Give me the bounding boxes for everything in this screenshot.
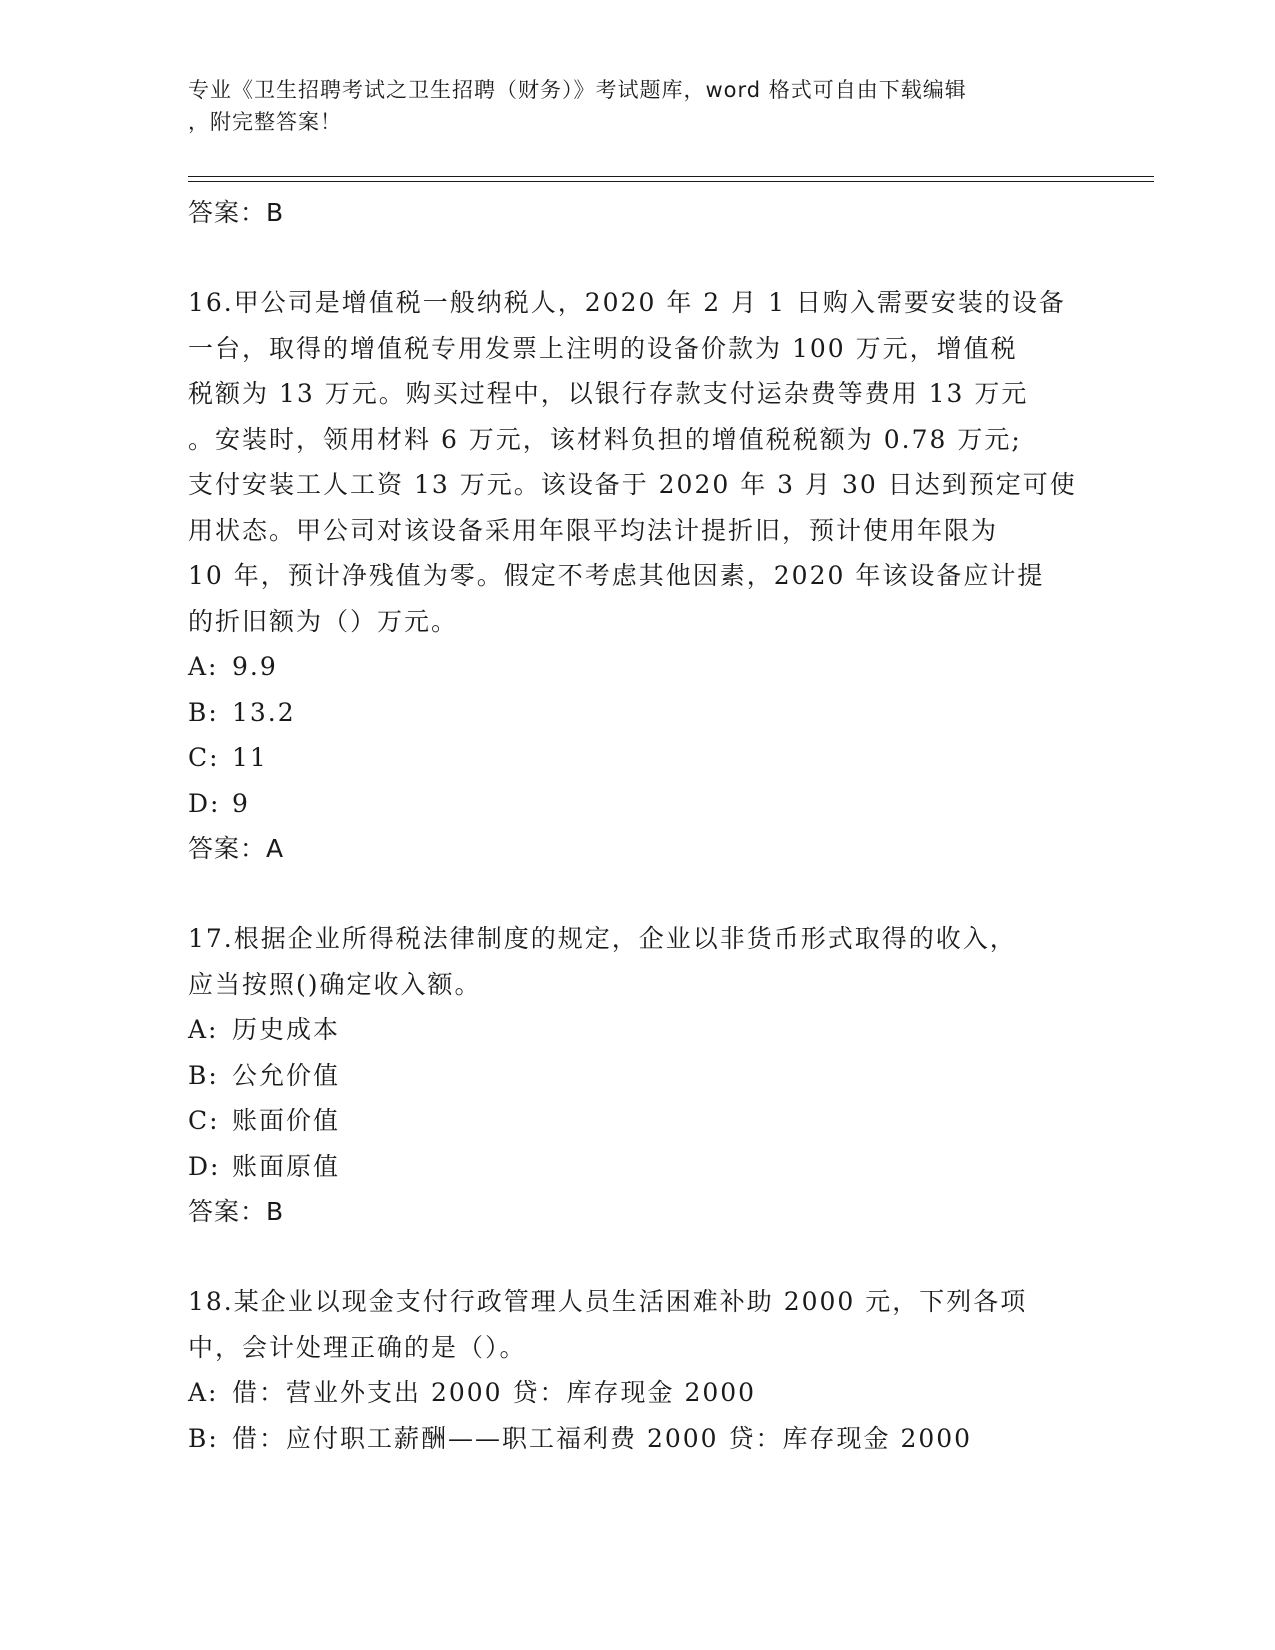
option-key: A: bbox=[188, 1015, 219, 1044]
option-key: C: bbox=[188, 743, 220, 772]
question-stem-line: 18.某企业以现金支付行政管理人员生活困难补助 2000 元，下列各项 bbox=[188, 1287, 1028, 1316]
option-text: 借：应付职工薪酬——职工福利费 2000 贷：库存现金 2000 bbox=[232, 1423, 973, 1453]
question-answer: 答案：A bbox=[188, 834, 285, 863]
header-rule-bottom bbox=[188, 181, 1154, 182]
question-stem-line: 应当按照()确定收入额。 bbox=[188, 969, 482, 999]
option-a bbox=[188, 1007, 1108, 1053]
question-stem-line: 的折旧额为（）万元。 bbox=[188, 606, 459, 636]
question-answer: 答案：B bbox=[188, 1197, 285, 1226]
option-a bbox=[188, 644, 1108, 690]
option-d bbox=[188, 781, 1108, 827]
option-b bbox=[188, 1053, 1108, 1099]
main-content bbox=[188, 190, 1108, 1461]
option-key: C: bbox=[188, 1106, 220, 1135]
question-stem-line: 。安装时，领用材料 6 万元，该材料负担的增值税税额为 0.78 万元; bbox=[188, 424, 1022, 454]
question-stem-line: 税额为 13 万元。购买过程中，以银行存款支付运杂费等费用 13 万元 bbox=[188, 379, 1029, 408]
option-text: 历史成本 bbox=[232, 1015, 341, 1044]
page-header bbox=[188, 74, 1088, 138]
option-a bbox=[188, 1370, 1108, 1416]
option-c bbox=[188, 1098, 1108, 1144]
header-line-2: ，附完整答案！ bbox=[188, 110, 342, 134]
option-text: 借：营业外支出 2000 贷：库存现金 2000 bbox=[232, 1378, 757, 1407]
question-16 bbox=[188, 280, 1108, 872]
question-18 bbox=[188, 1279, 1108, 1461]
previous-answer: 答案：B bbox=[188, 198, 285, 227]
option-text: 9.9 bbox=[232, 652, 278, 681]
header-line-1: 专业《卫生招聘考试之卫生招聘（财务）》考试题库，word 格式可自由下载编辑 bbox=[188, 78, 967, 102]
option-key: D: bbox=[188, 1151, 221, 1181]
question-stem-line: 17.根据企业所得税法律制度的规定，企业以非货币形式取得的收入， bbox=[188, 924, 1017, 953]
header-rule-top bbox=[188, 176, 1154, 177]
question-stem-line: 支付安装工人工资 13 万元。该设备于 2020 年 3 月 30 日达到预定可使 bbox=[188, 470, 1077, 499]
option-key: A: bbox=[188, 652, 219, 681]
option-text: 9 bbox=[232, 788, 250, 818]
option-b bbox=[188, 1416, 1108, 1462]
option-key: B: bbox=[188, 697, 219, 727]
option-key: A: bbox=[188, 1378, 219, 1407]
option-text: 账面价值 bbox=[232, 1106, 341, 1135]
option-text: 账面原值 bbox=[232, 1151, 341, 1181]
option-d bbox=[188, 1144, 1108, 1190]
question-stem-line: 一台，取得的增值税专用发票上注明的设备价款为 100 万元，增值税 bbox=[188, 333, 1018, 363]
question-stem-line: 10 年，预计净残值为零。假定不考虑其他因素，2020 年该设备应计提 bbox=[188, 561, 1045, 590]
option-text: 13.2 bbox=[232, 697, 296, 727]
option-c bbox=[188, 735, 1108, 781]
option-text: 公允价值 bbox=[232, 1060, 341, 1090]
question-17 bbox=[188, 916, 1108, 1235]
option-b bbox=[188, 690, 1108, 736]
question-stem-line: 中，会计处理正确的是（）。 bbox=[188, 1332, 527, 1362]
option-key: B: bbox=[188, 1060, 219, 1090]
question-stem-line: 用状态。甲公司对该设备采用年限平均法计提折旧，预计使用年限为 bbox=[188, 515, 999, 545]
option-key: D: bbox=[188, 788, 221, 818]
question-stem-line: 16.甲公司是增值税一般纳税人，2020 年 2 月 1 日购入需要安装的设备 bbox=[188, 288, 1066, 317]
option-text: 11 bbox=[232, 743, 268, 772]
option-key: B: bbox=[188, 1423, 219, 1453]
